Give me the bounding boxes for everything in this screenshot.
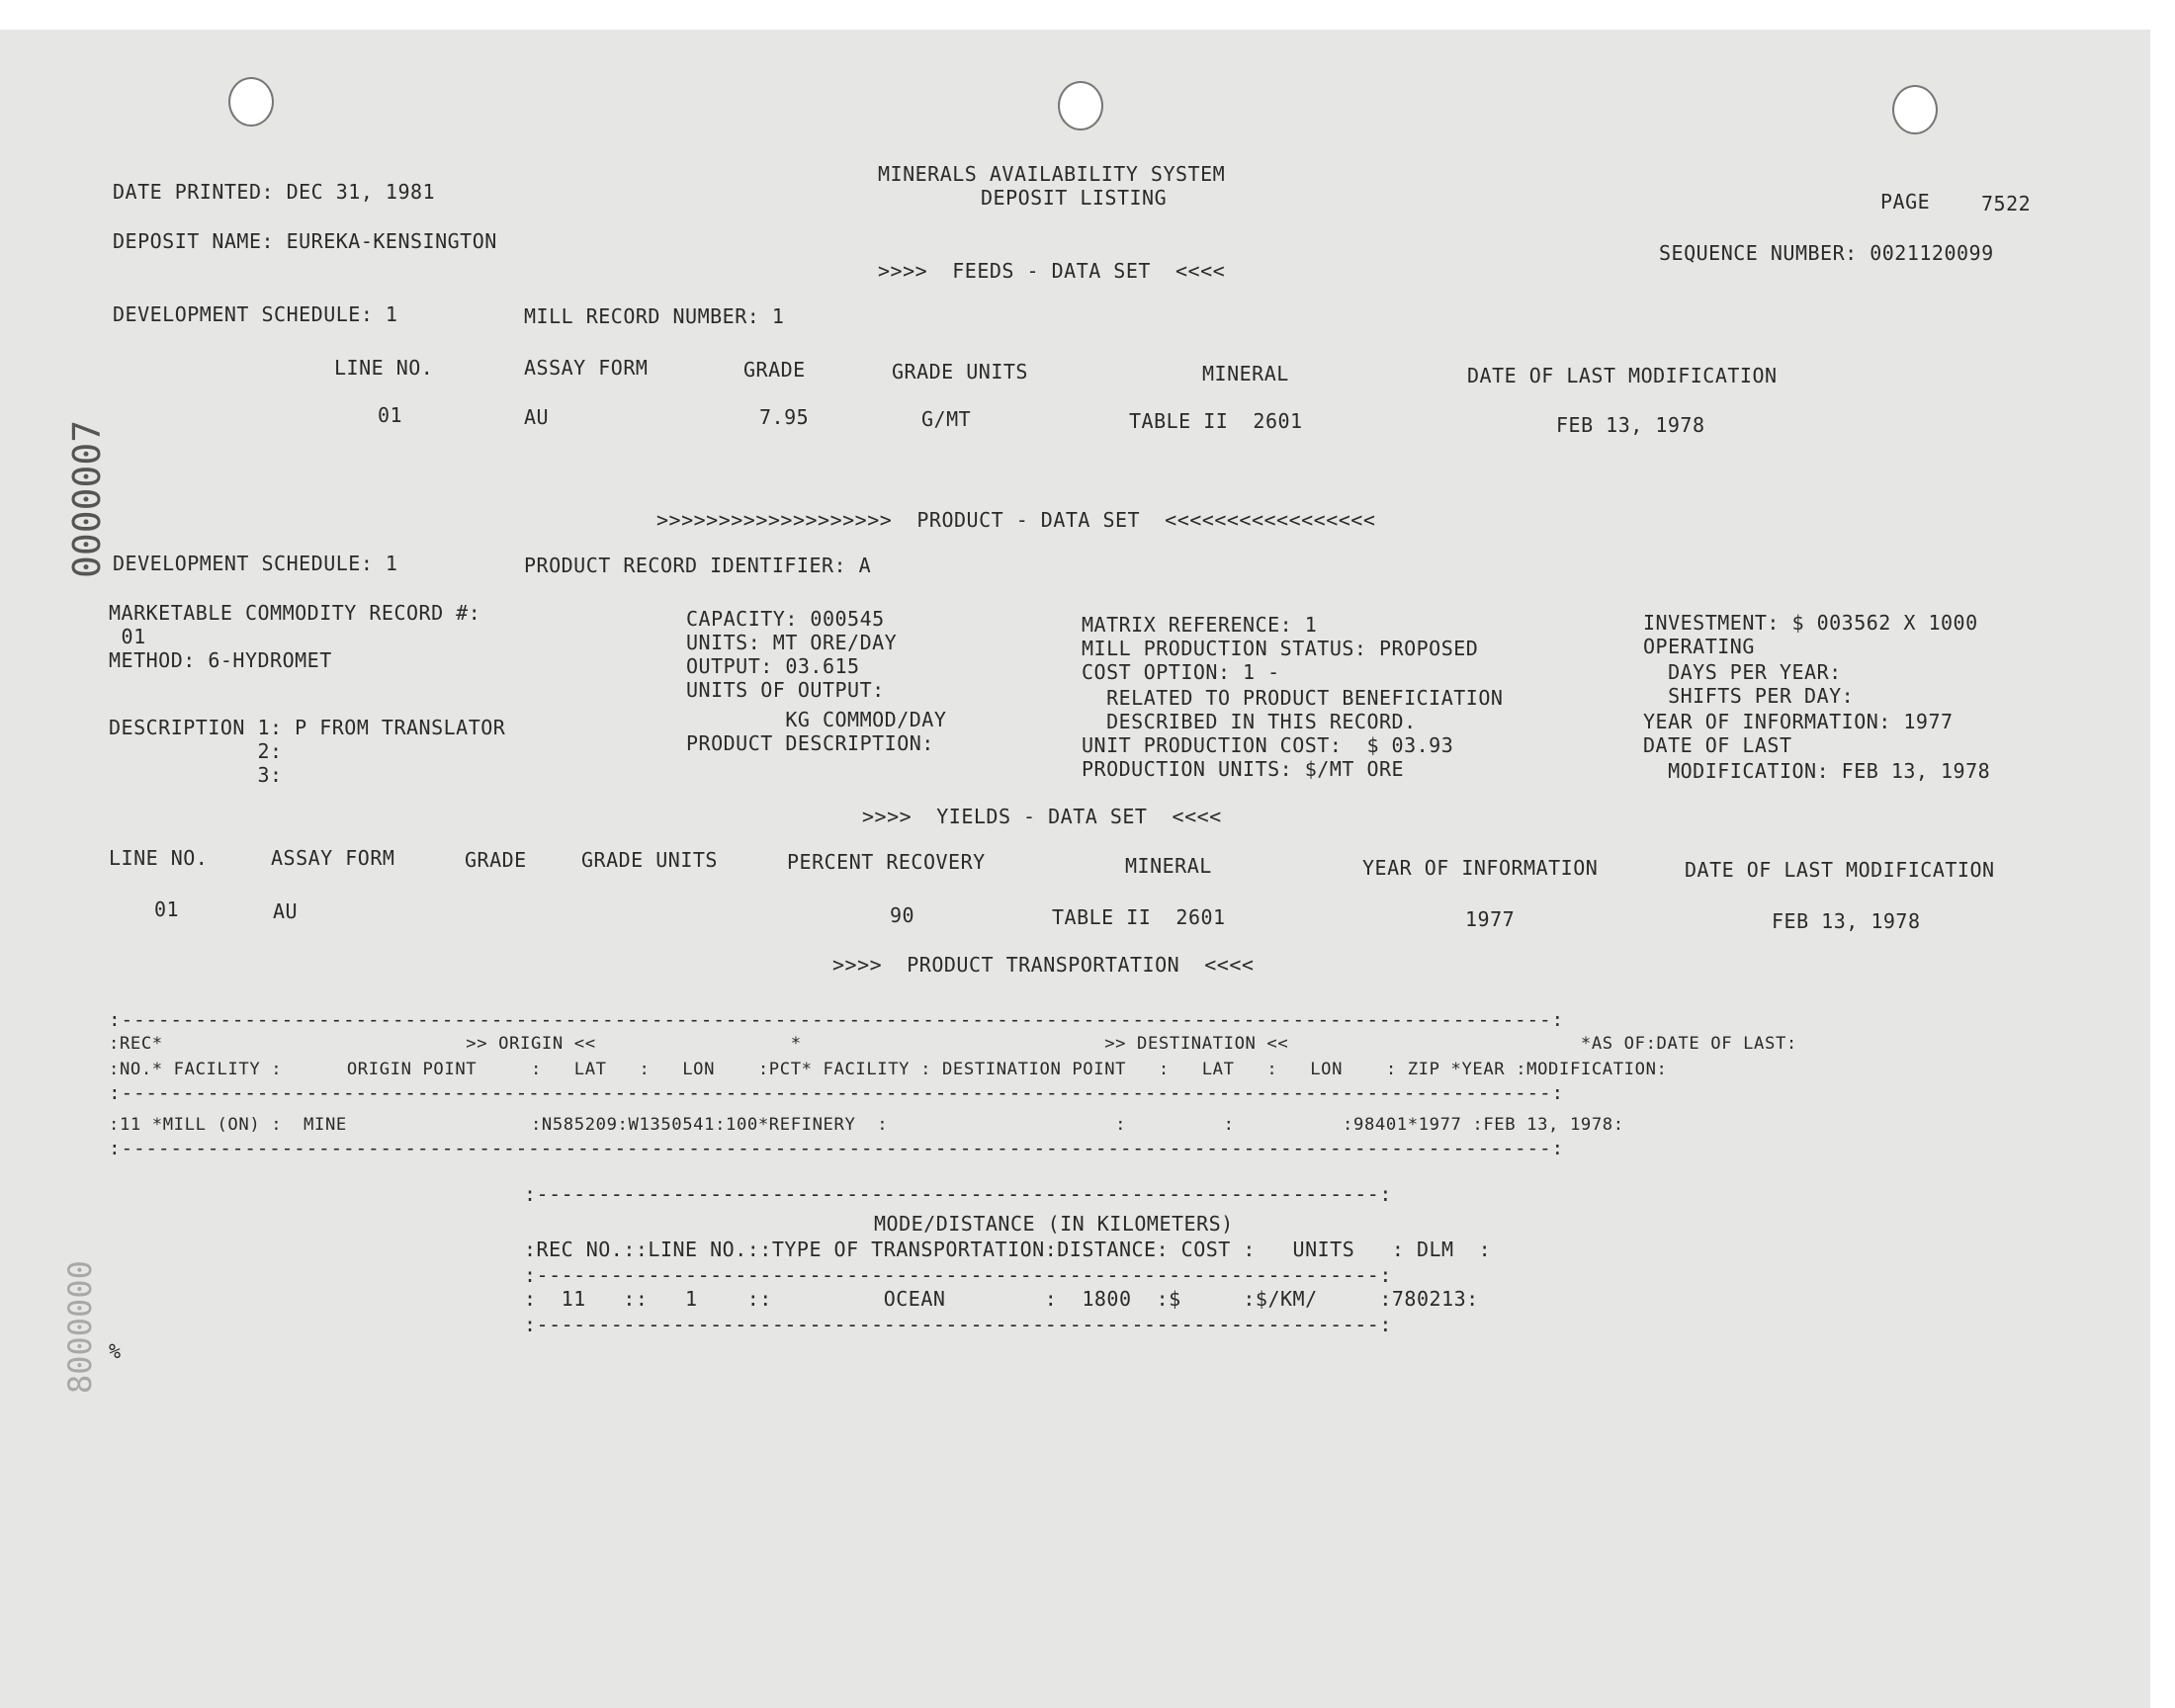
deposit-name: DEPOSIT NAME: EUREKA-KENSINGTON <box>113 229 497 253</box>
margin-percent: % <box>109 1339 122 1363</box>
feeds-row-mineral: TABLE II 2601 <box>1129 409 1303 433</box>
mode-rule-bottom: :--------------------------------------------------------------------: <box>524 1313 1392 1336</box>
yields-header-grade: GRADE <box>465 848 527 872</box>
feeds-row-line-no: 01 <box>378 403 403 427</box>
feeds-mill-record: MILL RECORD NUMBER: 1 <box>524 304 785 328</box>
product-col3-3: RELATED TO PRODUCT BENEFICIATION <box>1082 686 1504 710</box>
product-col1-4: DESCRIPTION 1: P FROM TRANSLATOR <box>109 716 506 739</box>
product-col4-3: SHIFTS PER DAY: <box>1643 684 1855 708</box>
feeds-header-grade: GRADE <box>743 358 806 382</box>
yields-header-assay-form: ASSAY FORM <box>271 846 395 870</box>
product-col4-6: MODIFICATION: FEB 13, 1978 <box>1643 759 1991 783</box>
yields-header-percent-recovery: PERCENT RECOVERY <box>787 850 986 874</box>
product-col2-1: UNITS: MT ORE/DAY <box>686 631 898 654</box>
page-label: PAGE <box>1880 190 1931 214</box>
transport-rule-top: :--------------------------------------------------------------------------------------------------------------------: <box>109 1008 1564 1031</box>
yields-row-percent-recovery: 90 <box>890 903 915 927</box>
system-title: MINERALS AVAILABILITY SYSTEM <box>878 162 1226 186</box>
product-record-id: PRODUCT RECORD IDENTIFIER: A <box>524 554 872 577</box>
product-col4-4: YEAR OF INFORMATION: 1977 <box>1643 710 1954 733</box>
product-col4-5: DATE OF LAST <box>1643 733 1792 757</box>
feeds-header-assay-form: ASSAY FORM <box>524 356 649 380</box>
feeds-row-date-mod: FEB 13, 1978 <box>1556 413 1705 437</box>
product-col1-1: 01 <box>109 625 146 648</box>
punch-hole-right <box>1892 85 1938 134</box>
feeds-header-grade-units: GRADE UNITS <box>892 360 1028 384</box>
yields-header-grade-units: GRADE UNITS <box>581 848 718 872</box>
product-col3-2: COST OPTION: 1 - <box>1082 660 1280 684</box>
feeds-row-assay-form: AU <box>524 405 550 429</box>
yields-header-year-info: YEAR OF INFORMATION <box>1362 856 1599 880</box>
product-col3-5: UNIT PRODUCTION COST: $ 03.93 <box>1082 733 1454 757</box>
product-col3-4: DESCRIBED IN THIS RECORD. <box>1082 710 1417 733</box>
feeds-header-line-no: LINE NO. <box>334 356 434 380</box>
product-col4-1: OPERATING <box>1643 635 1755 658</box>
margin-stamp: 0000007 <box>65 419 109 578</box>
transport-rule-bottom: :--------------------------------------------------------------------------------------------------------------------: <box>109 1137 1564 1159</box>
product-col2-5: PRODUCT DESCRIPTION: <box>686 731 934 755</box>
yields-row-assay-form: AU <box>273 899 299 923</box>
product-col2-2: OUTPUT: 03.615 <box>686 654 860 678</box>
mode-row-1: : 11 :: 1 :: OCEAN : 1800 :$ :$/KM/ :780213: <box>524 1287 1479 1311</box>
page-number: 7522 <box>1981 192 2032 215</box>
transport-header-1: :REC* >> ORIGIN << * >> DESTINATION << *AS OF:DATE OF LAST: <box>109 1034 1797 1054</box>
date-printed: DATE PRINTED: DEC 31, 1981 <box>113 180 436 204</box>
yields-row-date-mod: FEB 13, 1978 <box>1772 909 1921 933</box>
yields-row-line-no: 01 <box>154 897 180 921</box>
product-col2-4: KG COMMOD/DAY <box>686 708 947 731</box>
product-col1-0: MARKETABLE COMMODITY RECORD #: <box>109 601 481 625</box>
yields-header-line-no: LINE NO. <box>109 846 209 870</box>
transport-banner: >>>> PRODUCT TRANSPORTATION <<<< <box>832 953 1255 977</box>
yields-header-date-mod: DATE OF LAST MODIFICATION <box>1685 858 1995 882</box>
feeds-row-grade: 7.95 <box>759 405 810 429</box>
report-subtitle: DEPOSIT LISTING <box>981 186 1168 210</box>
product-banner: >>>>>>>>>>>>>>>>>>> PRODUCT - DATA SET <<<<<<<<<<<<<<<<< <box>656 508 1376 532</box>
printout-sheet <box>0 30 2150 1708</box>
product-col2-3: UNITS OF OUTPUT: <box>686 678 885 702</box>
yields-row-mineral: TABLE II 2601 <box>1052 905 1226 929</box>
yields-row-year-info: 1977 <box>1465 907 1516 931</box>
transport-header-2: :NO.* FACILITY : ORIGIN POINT : LAT : LON :PCT* FACILITY : DESTINATION POINT : LAT : LON : ZIP *YEAR :MODIFICATION: <box>109 1060 1668 1079</box>
yields-banner: >>>> YIELDS - DATA SET <<<< <box>862 805 1222 828</box>
transport-row-1: :11 *MILL (ON) : MINE :N585209:W1350541:100*REFINERY : : : :98401*1977 :FEB 13, 1978: <box>109 1115 1624 1135</box>
feeds-header-date-mod: DATE OF LAST MODIFICATION <box>1467 364 1778 387</box>
product-col2-0: CAPACITY: 000545 <box>686 607 885 631</box>
mode-title: MODE/DISTANCE (IN KILOMETERS) <box>874 1212 1234 1236</box>
product-col4-2: DAYS PER YEAR: <box>1643 660 1842 684</box>
product-col3-0: MATRIX REFERENCE: 1 <box>1082 613 1318 637</box>
mode-rule-top: :--------------------------------------------------------------------: <box>524 1182 1392 1206</box>
sequence-number: SEQUENCE NUMBER: 0021120099 <box>1659 241 1994 265</box>
punch-hole-left <box>228 77 274 127</box>
feeds-dev-schedule: DEVELOPMENT SCHEDULE: 1 <box>113 302 398 326</box>
feeds-banner: >>>> FEEDS - DATA SET <<<< <box>878 259 1226 283</box>
mode-rule-mid: :--------------------------------------------------------------------: <box>524 1263 1392 1287</box>
yields-header-mineral: MINERAL <box>1125 854 1212 878</box>
mode-header: :REC NO.::LINE NO.::TYPE OF TRANSPORTATION:DISTANCE: COST : UNITS : DLM : <box>524 1238 1492 1261</box>
punch-hole-center <box>1058 81 1103 130</box>
product-col1-6: 3: <box>109 763 283 787</box>
product-col4-0: INVESTMENT: $ 003562 X 1000 <box>1643 611 1978 635</box>
transport-rule-mid: :--------------------------------------------------------------------------------------------------------------------: <box>109 1081 1564 1104</box>
product-col3-6: PRODUCTION UNITS: $/MT ORE <box>1082 757 1405 781</box>
product-col1-2: METHOD: 6-HYDROMET <box>109 648 332 672</box>
product-col1-5: 2: <box>109 739 283 763</box>
product-col3-1: MILL PRODUCTION STATUS: PROPOSED <box>1082 637 1479 660</box>
margin-stamp-faint: 8000000 <box>61 1260 99 1394</box>
feeds-header-mineral: MINERAL <box>1202 362 1289 385</box>
feeds-row-grade-units: G/MT <box>921 407 972 431</box>
product-dev-schedule: DEVELOPMENT SCHEDULE: 1 <box>113 552 398 575</box>
